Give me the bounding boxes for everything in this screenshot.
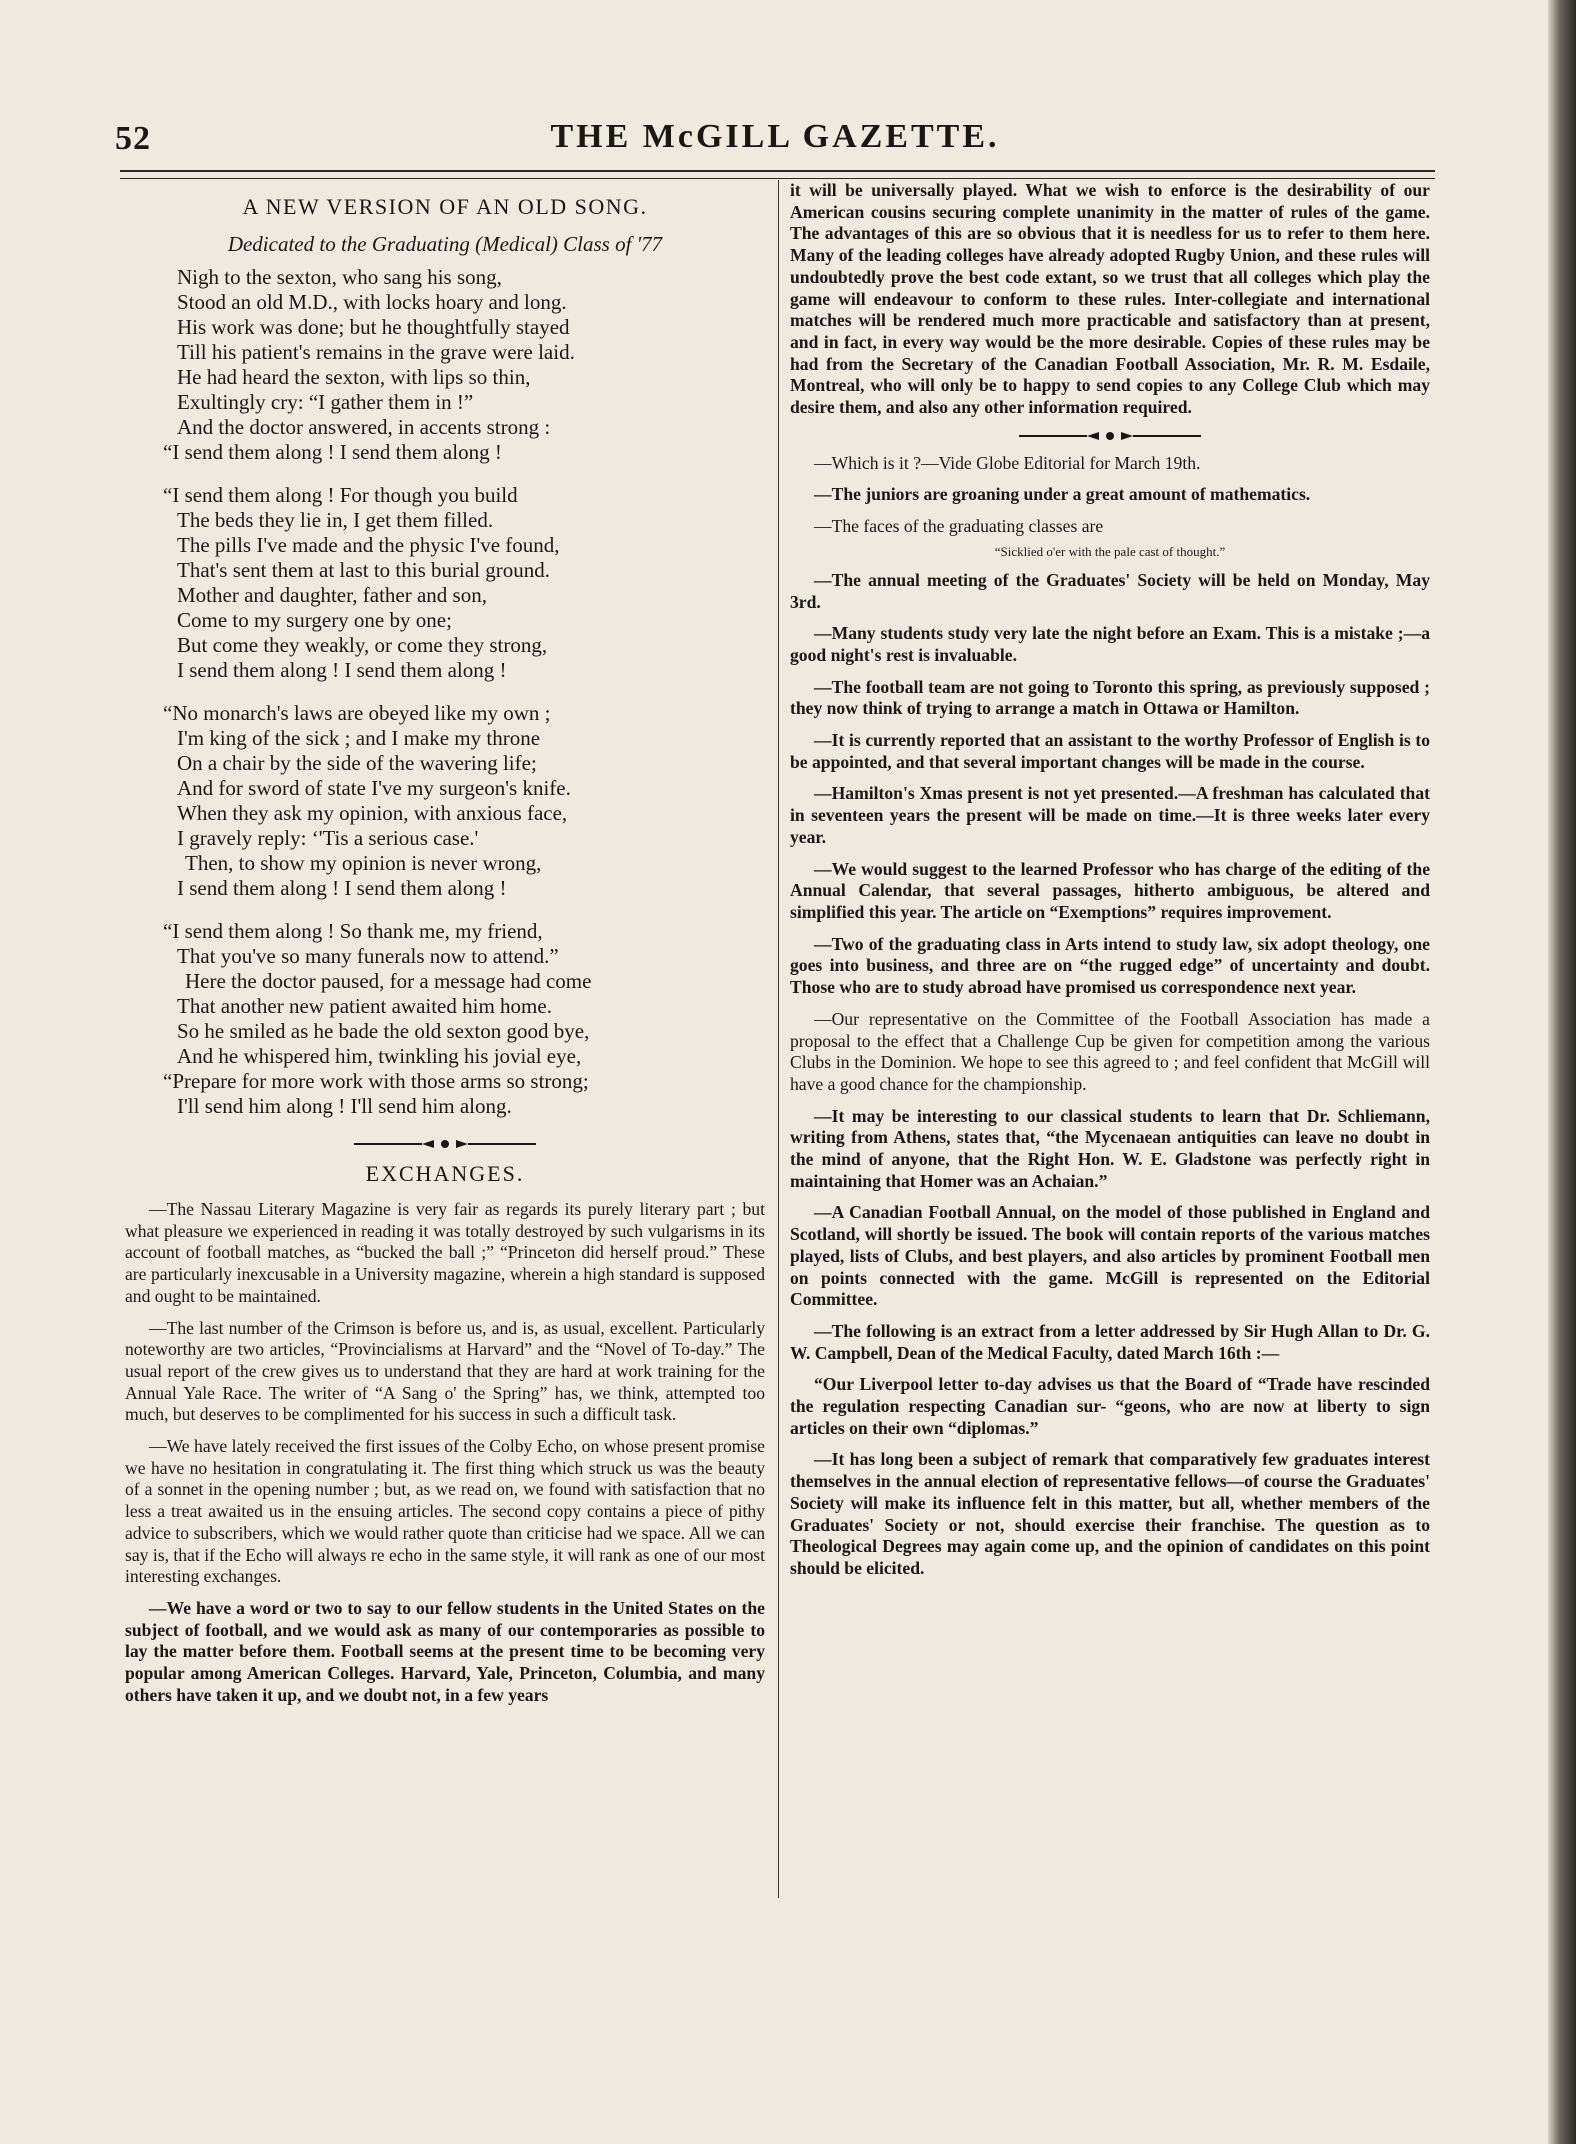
poem-line: I send them along ! I send them along ! — [177, 658, 507, 682]
poem-line: And for sword of state I've my surgeon's knife. — [177, 776, 571, 800]
poem-line: “I send them along ! So thank me, my friend, — [163, 919, 543, 943]
poem-line: I'll send him along ! I'll send him along. — [177, 1094, 512, 1118]
ornament-divider — [790, 429, 1430, 443]
poem-dedication: Dedicated to the Graduating (Medical) Class of '77 — [227, 232, 663, 256]
poem-line: I gravely reply: ‘'Tis a serious case.' — [177, 826, 479, 850]
poem-line: And the doctor answered, in accents strong : — [177, 415, 551, 439]
news-item: —The juniors are groaning under a great amount of mathematics. — [814, 484, 1311, 505]
poem-stanza — [125, 265, 765, 465]
quote-line: “Sicklied o'er with the pale cast of thought.” — [994, 543, 1226, 559]
news-item: —The football team are not going to Toronto this spring, as previously supposed ; they now think of trying to arrange a match in Ottawa or Hamilton. — [790, 676, 1430, 719]
poem-stanza — [125, 919, 765, 1119]
news-item: “Our Liverpool letter to-day advises us that the Board of “Trade have rescinded the regulation respecting Canadian sur- “geons, who are now at liberty to sign articles on their own “diplomas.” — [790, 1374, 1430, 1438]
news-item: —It may be interesting to our classical students to learn that Dr. Schliemann, writing from Athens, states that, “the Mycenaean antiquities can leave no doubt in the mind of anyone, that the Right Hon. W. E. Gladstone was perfectly right in maintaining that Homer was an Achaian.” — [790, 1105, 1430, 1191]
poem-line: I send them along ! I send them along ! — [177, 876, 507, 900]
exchanges-paragraph: —The Nassau Literary Magazine is very fair as regards its purely literary part ; but what pleasure we experienced in reading it was totally destroyed by such vulgarisms in its account of football matches, as “bucked the ball ;” “Princeton did herself proud.” These are particularly inexcusable in a University magazine, wherein a high standard is supposed and ought to be maintained. — [125, 1199, 765, 1306]
header-rule — [120, 170, 1435, 179]
poem-line: So he smiled as he bade the old sexton good bye, — [177, 1019, 590, 1043]
news-item: —The faces of the graduating classes are — [814, 516, 1104, 537]
left-column — [125, 180, 765, 1900]
poem-line: Exultingly cry: “I gather them in !” — [177, 390, 474, 414]
page-number: 52 — [115, 120, 151, 157]
poem-line: “No monarch's laws are obeyed like my own ; — [163, 701, 551, 725]
news-item: —Two of the graduating class in Arts intend to study law, six adopt theology, one goes into business, and three are on “the rugged edge” of uncertainty and doubt. Those who are to study abroad have promised us correspondence next year. — [790, 933, 1430, 998]
poem-stanza — [125, 701, 765, 901]
poem-line: “I send them along ! For though you build — [163, 483, 518, 507]
poem-line: The pills I've made and the physic I've found, — [177, 533, 560, 557]
poem-line: That you've so many funerals now to attend.” — [177, 944, 559, 968]
exchanges-paragraph: —We have lately received the first issues of the Colby Echo, on whose present promise we have no hesitation in congratulating it. The first thing which struck us was the beauty of a sonnet in the opening number ; but, as we read on, we found with satisfaction that no less a treat awaited us in the ensuing articles. The second copy contains a piece of pithy advice to subscribers, which we would rather quote than criticise had we space. All we can say is, that if the Echo will always re echo in the same style, it will rank as one of our most interesting exchanges. — [125, 1436, 765, 1587]
news-item: —The annual meeting of the Graduates' Society will be held on Monday, May 3rd. — [790, 569, 1430, 612]
news-item: —Our representative on the Committee of the Football Association has made a proposal to the effect that a Challenge Cup be given for competition among the various Clubs in the Dominion. We hope to see this agreed to ; and feel confident that McGill will have a good chance for the championship. — [790, 1008, 1430, 1094]
news-item: —It is currently reported that an assistant to the worthy Professor of English is to be appointed, and that several important changes will be made in the course. — [790, 730, 1430, 772]
poem-line: But come they weakly, or come they strong, — [177, 633, 548, 657]
poem-line: That's sent them at last to this burial ground. — [177, 558, 550, 582]
poem-line: The beds they lie in, I get them filled. — [177, 508, 494, 532]
news-item: —A Canadian Football Annual, on the model of those published in England and Scotland, will shortly be issued. The book will contain reports of the various matches played, lists of Clubs, and best players, and also articles by prominent Football men on points connected with the game. McGill is represented on the Editorial Committee. — [790, 1202, 1430, 1310]
exchanges-paragraph: —We have a word or two to say to our fellow students in the United States on the subject of football, and we would ask as many of our contemporaries as possible to lay the matter before them. Football seems at the present time to be becoming very popular among American Colleges. Harvard, Yale, Princeton, Columbia, and many others have taken it up, and we doubt not, in a few years — [125, 1597, 765, 1705]
page-header — [115, 118, 1435, 160]
poem-line: That another new patient awaited him home. — [177, 994, 552, 1018]
poem-line: His work was done; but he thoughtfully stayed — [177, 315, 570, 339]
exchanges-title: EXCHANGES. — [365, 1161, 525, 1186]
poem-line: And he whispered him, twinkling his jovial eye, — [177, 1044, 582, 1068]
poem-line: Here the doctor paused, for a message had come — [185, 969, 592, 993]
poem-line: Then, to show my opinion is never wrong, — [185, 851, 542, 875]
exchanges-paragraph: —The last number of the Crimson is before us, and is, as usual, excellent. Particularly noteworthy are two articles, “Provincialisms at Harvard” and the “Novel of To-day.” The usual report of the crew gives us to understand that they are hard at work training for the Annual Yale Race. The writer of “A Sang o' the Spring” has, we think, attempted too much, but deserves to be complimented for his success in such a difficult task. — [125, 1317, 765, 1425]
news-item: —Hamilton's Xmas present is not yet presented.—A freshman has calculated that in seventeen years the present will be made on time.—It is three weeks later every year. — [790, 783, 1430, 847]
poem-title: A NEW VERSION OF AN OLD SONG. — [242, 194, 648, 219]
poem-line: Mother and daughter, father and son, — [177, 583, 487, 607]
poem-stanza — [125, 483, 765, 683]
news-item: —We would suggest to the learned Professor who has charge of the editing of the Annual Calendar, that several passages, hitherto ambiguous, be altered and simplified this year. The article on “Exemptions” requires improvement. — [790, 858, 1430, 922]
page-edge-shadow — [1548, 0, 1576, 2144]
poem-line: Stood an old M.D., with locks hoary and long. — [177, 290, 567, 314]
football-continuation: it will be universally played. What we wish to enforce is the desirability of our American cousins securing complete unanimity in the matter of rules of the game. The advantages of this are so obvious that it is needless for us to refer to them here. Many of the leading colleges have already adopted Rugby Union, and these rules will undoubtedly prove the best code extant, so we trust that all colleges which play the game will endeavour to conform to these rules. Inter-collegiate and international matches will be rendered much more practicable and satisfactory than at present, and in fact, in every way would be the more desirable. Copies of these rules may be had from the Secretary of the Canadian Football Association, Mr. R. M. Esdaile, Montreal, who will only be to happy to send copies to any College Club which may desire them, and also any other information required. — [790, 180, 1430, 418]
masthead-title: THE McGILL GAZETTE. — [550, 118, 1000, 155]
ornament-divider — [125, 1137, 765, 1151]
poem-line: “I send them along ! I send them along ! — [163, 440, 502, 464]
news-item: —Many students study very late the night before an Exam. This is a mistake ;—a good night's rest is invaluable. — [790, 623, 1430, 665]
poem-line: He had heard the sexton, with lips so thin, — [177, 365, 531, 389]
poem-line: Till his patient's remains in the grave were laid. — [177, 340, 575, 364]
news-item: —Which is it ?—Vide Globe Editorial for March 19th. — [814, 452, 1201, 473]
poem-line: On a chair by the side of the wavering life; — [177, 751, 537, 775]
right-column — [790, 180, 1430, 1900]
news-item: —It has long been a subject of remark that comparatively few graduates interest themselves in the annual election of representative fellows—of course the Graduates' Society will make its influence felt in this matter, but all, whether members of the Graduates' Society or not, should exercise their franchise. The question as to Theological Degrees may again come up, and the opinion of candidates on this point should be elicited. — [790, 1449, 1430, 1578]
poem-line: Nigh to the sexton, who sang his song, — [177, 265, 502, 289]
poem-line: Come to my surgery one by one; — [177, 608, 452, 632]
column-divider — [778, 180, 779, 1898]
poem-line: I'm king of the sick ; and I make my throne — [177, 726, 541, 750]
poem-line: When they ask my opinion, with anxious face, — [177, 801, 568, 825]
news-item: —The following is an extract from a letter addressed by Sir Hugh Allan to Dr. G. W. Campbell, Dean of the Medical Faculty, dated March 16th :— — [790, 1320, 1430, 1363]
poem-line: “Prepare for more work with those arms so strong; — [163, 1069, 589, 1093]
